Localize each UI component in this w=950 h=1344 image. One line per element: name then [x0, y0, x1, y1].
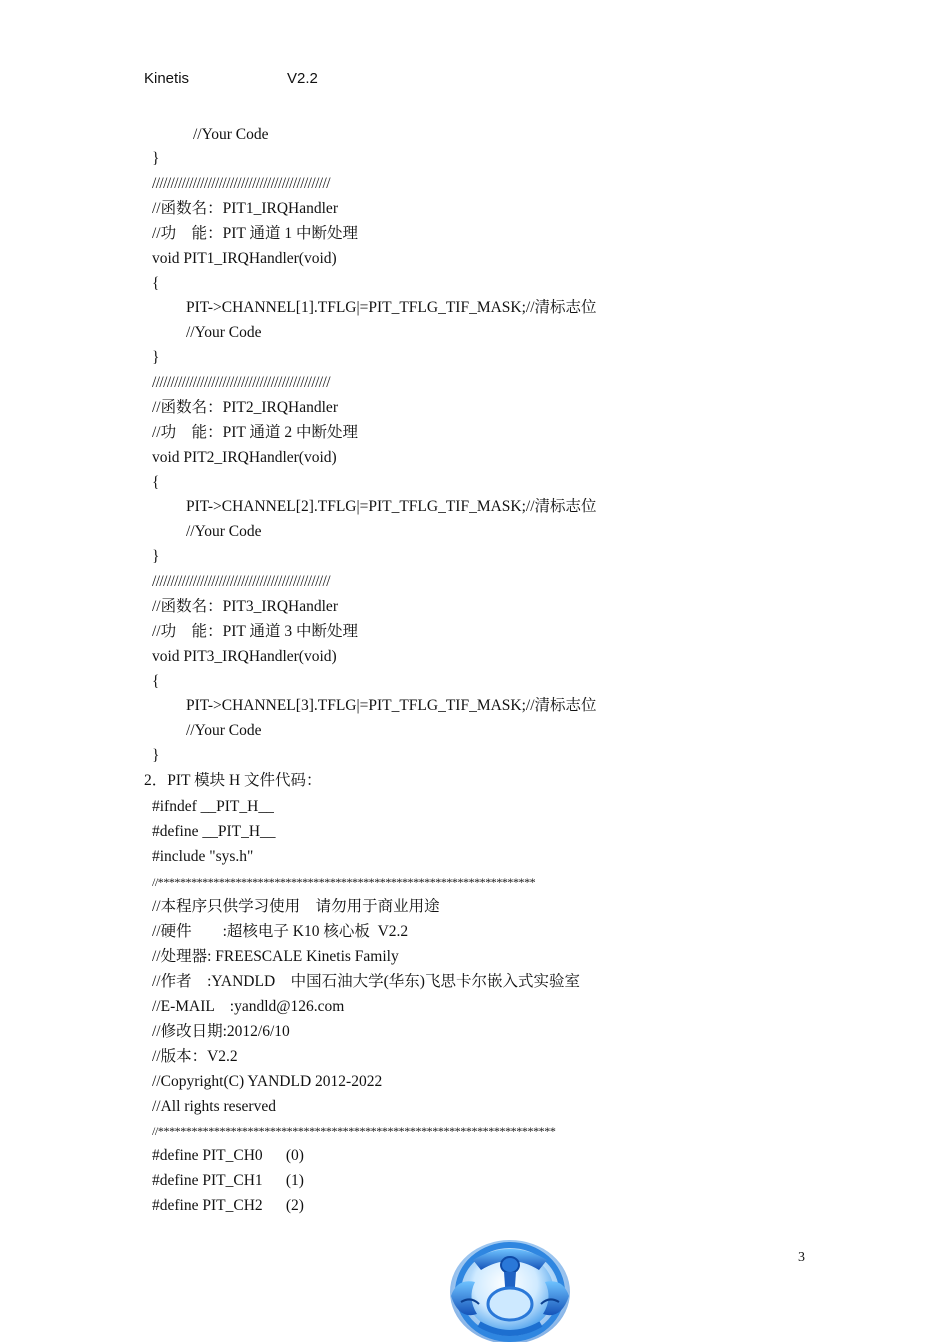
code-line: //功 能：PIT 通道 3 中断处理 — [152, 623, 358, 640]
header-version: V2.2 — [287, 70, 318, 87]
code-line: //功 能：PIT 通道 1 中断处理 — [152, 225, 358, 242]
code-line: //All rights reserved — [152, 1098, 276, 1115]
code-line: { — [152, 474, 160, 491]
code-line: //******************************************************************** — [152, 875, 536, 889]
code-line: #define __PIT_H__ — [152, 823, 276, 840]
code-line: //函数名：PIT2_IRQHandler — [152, 399, 338, 416]
code-line: //硬件 :超核电子 K10 核心板 V2.2 — [152, 923, 409, 940]
emblem-logo-icon — [443, 1238, 577, 1342]
code-line: #ifndef __PIT_H__ — [152, 798, 274, 815]
code-line: //修改日期:2012/6/10 — [152, 1023, 290, 1040]
code-line: //函数名：PIT1_IRQHandler — [152, 200, 338, 217]
code-line: //Your Code — [186, 722, 262, 739]
code-line: //////////////////////////////////////////////// — [152, 374, 330, 391]
code-line: #define PIT_CH0 (0) — [152, 1147, 304, 1164]
code-line: #include "sys.h" — [152, 848, 254, 865]
code-line: PIT->CHANNEL[2].TFLG|=PIT_TFLG_TIF_MASK;//清标志位 — [186, 498, 597, 515]
code-line: void PIT3_IRQHandler(void) — [152, 648, 337, 665]
code-line: //Your Code — [186, 523, 262, 540]
code-line: //////////////////////////////////////////////// — [152, 573, 330, 590]
code-line: { — [152, 673, 160, 690]
code-line: #define PIT_CH1 (1) — [152, 1172, 304, 1189]
code-line: void PIT1_IRQHandler(void) — [152, 250, 337, 267]
code-line: //处理器: FREESCALE Kinetis Family — [152, 948, 399, 965]
code-line: //*********************************************************************** — [152, 1124, 556, 1138]
code-line: } — [152, 150, 160, 167]
code-line: #define PIT_CH2 (2) — [152, 1197, 304, 1214]
code-line: void PIT2_IRQHandler(void) — [152, 449, 337, 466]
code-line: } — [152, 349, 160, 366]
code-line: //版本：V2.2 — [152, 1048, 238, 1065]
code-line: //////////////////////////////////////////////// — [152, 175, 330, 192]
code-line: //Copyright(C) YANDLD 2012-2022 — [152, 1073, 383, 1090]
code-line: //E-MAIL :yandld@126.com — [152, 998, 345, 1015]
page-number: 3 — [798, 1250, 805, 1265]
code-line: //Your Code — [193, 126, 269, 143]
code-line: //Your Code — [186, 324, 262, 341]
code-line: PIT->CHANNEL[1].TFLG|=PIT_TFLG_TIF_MASK;//清标志位 — [186, 299, 597, 316]
section-heading: 2．PIT 模块 H 文件代码： — [144, 772, 322, 789]
code-line: } — [152, 548, 160, 565]
code-line: } — [152, 747, 160, 764]
code-line: //本程序只供学习使用 请勿用于商业用途 — [152, 898, 440, 915]
code-line: { — [152, 275, 160, 292]
header-product: Kinetis — [144, 70, 190, 87]
code-line: //功 能：PIT 通道 2 中断处理 — [152, 424, 358, 441]
code-line: PIT->CHANNEL[3].TFLG|=PIT_TFLG_TIF_MASK;//清标志位 — [186, 697, 597, 714]
code-line: //作者 :YANDLD 中国石油大学(华东)飞思卡尔嵌入式实验室 — [152, 973, 580, 990]
code-line: //函数名：PIT3_IRQHandler — [152, 598, 338, 615]
